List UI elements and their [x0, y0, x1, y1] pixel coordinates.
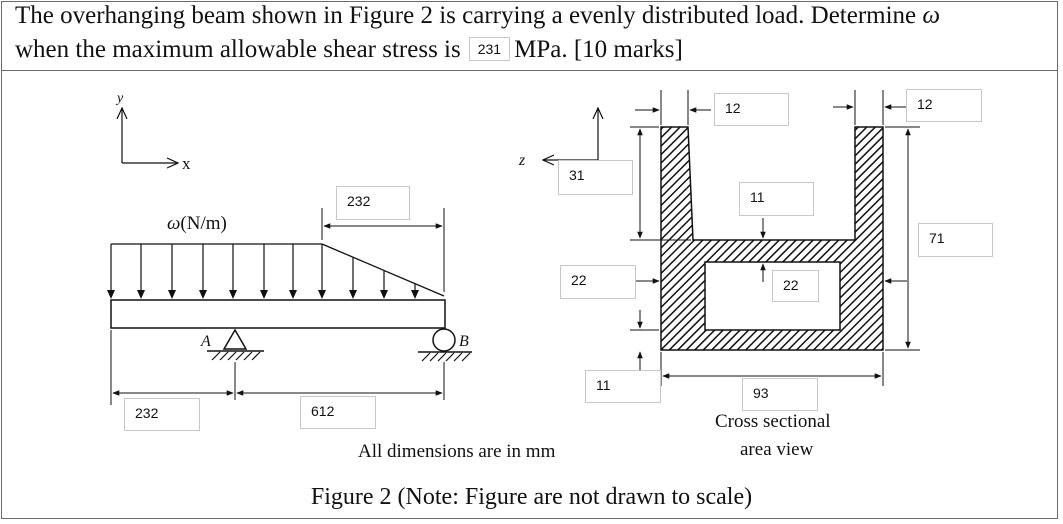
middle-thickness-box[interactable]: 11 [739, 182, 814, 216]
support-a [207, 330, 264, 360]
distributed-load [111, 244, 444, 296]
load-arrowhead-7 [289, 290, 297, 299]
question-text-2: when the maximum allowable shear stress is [15, 36, 461, 63]
taper-length-box[interactable]: 232 [336, 186, 410, 220]
overhang-length-box[interactable]: 232 [124, 398, 200, 431]
support-a-label: A [201, 333, 211, 350]
cross-section-caption-2: area view [740, 439, 814, 460]
load-omega: ω [167, 213, 181, 234]
axis-x-label: x [182, 154, 191, 173]
shear-stress-value-box[interactable]: 231 [469, 37, 510, 61]
cross-section-caption-1: Cross sectional [715, 411, 831, 432]
bottom-thickness-box[interactable]: 11 [585, 370, 661, 403]
load-arrowhead-2 [137, 290, 145, 299]
question-text-1: The overhanging beam shown in Figure 2 is carrying a evenly distributed load. Determine [15, 2, 923, 29]
load-arrowhead-9 [349, 290, 357, 299]
hole-height-box[interactable]: 22 [772, 270, 819, 302]
dimensions-note: All dimensions are in mm [358, 441, 556, 462]
figure-caption: Figure 2 (Note: Figure are not drawn to scale) [310, 484, 753, 510]
load-arrowhead-3 [168, 290, 176, 299]
question-text-3: MPa. [10 marks] [514, 36, 683, 63]
top-left-wall-box[interactable]: 12 [714, 93, 789, 126]
cross-section-shape [661, 127, 883, 350]
load-arrowhead-11 [411, 290, 419, 299]
taper-dimension [322, 208, 444, 292]
xy-axes [122, 108, 178, 163]
axis-z-label: z [519, 152, 526, 169]
load-arrowhead-1 [107, 290, 115, 299]
span-length-box[interactable]: 612 [300, 396, 376, 429]
total-width-box[interactable]: 93 [742, 378, 818, 411]
top-right-wall-box[interactable]: 12 [906, 89, 982, 122]
load-arrowhead-4 [199, 290, 207, 299]
left-label-box[interactable]: 22 [560, 265, 636, 299]
load-unit: (N/m) [180, 213, 227, 234]
omega-symbol: ω [922, 2, 941, 29]
load-arrowhead-5 [229, 290, 237, 299]
load-arrows [107, 244, 419, 299]
support-b-label: B [459, 333, 469, 350]
load-label [167, 213, 227, 234]
span-dimensions [111, 330, 444, 405]
axis-y-label: y [117, 91, 124, 106]
z-axis [543, 108, 598, 160]
upper-height-box[interactable]: 31 [558, 160, 633, 195]
beam [111, 300, 445, 328]
load-arrowhead-6 [260, 290, 268, 299]
load-arrowhead-8 [318, 290, 326, 299]
load-arrowhead-10 [380, 290, 388, 299]
total-height-box[interactable]: 71 [918, 223, 993, 257]
